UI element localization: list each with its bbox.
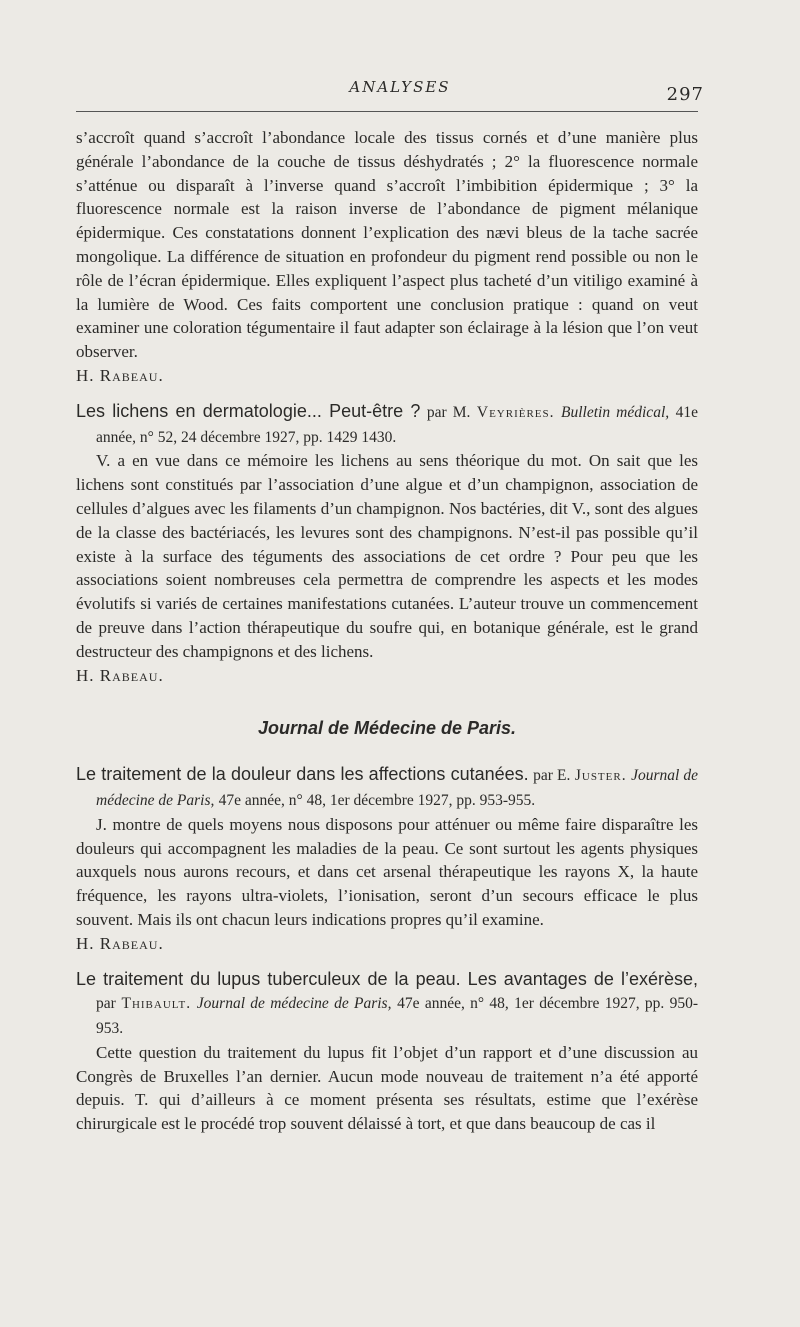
article-lichens-author: Veyrières. bbox=[476, 403, 555, 421]
article-lupus-by: par bbox=[96, 995, 116, 1013]
article-lichens-heading bbox=[76, 400, 698, 450]
article-lupus-details: 47e année, n° 48, 1er décembre 1927, pp. 950-953. bbox=[96, 995, 699, 1038]
article-douleur-by: par E. bbox=[533, 767, 571, 785]
article-douleur bbox=[76, 763, 698, 955]
article-lichens-signature: H. Rabeau. bbox=[76, 665, 164, 685]
page-content bbox=[76, 126, 698, 1136]
article-lichens-details: 41e année, n° 52, 24 décembre 1927, pp. 1429 1430. bbox=[96, 403, 698, 446]
article-lupus-body: Cette question du traitement du lupus fit l’objet d’un rapport et d’une discussion au Congrès de Bruxelles l’an dernier. Aucun mode nouveau de traitement n’a été apporté depuis. T. qui d’ailleurs à ce moment présenta ses résultats, estime que l’exérèse chirurgicale est le procédé trop souvent délaissé à tort, et que dans beaucoup de cas il bbox=[76, 1042, 698, 1134]
article-lichens-title: Les lichens en dermatologie... Peut-être ? bbox=[76, 400, 421, 421]
article-lupus-source: Journal de médecine de Paris, bbox=[196, 995, 392, 1013]
article-lupus-author: Thibault. bbox=[121, 995, 192, 1013]
article-lichens-body: V. a en vue dans ce mémoire les lichens au sens théorique du mot. On sait que les lichens sont constitués par l’association d’une algue et d’un champignon, association de cellules d’algues avec les filaments d’un champignon. Nos bactéries, dit V., sont des algues de la classe des bactériacés, les levures sont des champignons. N’est-il pas possible qu’il existe à la surface des téguments des associations de cet ordre ? Pour peu que les associations soient nombreuses cela permettra de comprendre les aspects et les modes évolutifs si variés de certaines manifestations cutanées. L’auteur trouve un commencement de preuve dans l’action thérapeutique du soufre qui, en botanique générale, est le grand destructeur des champignons et des lichens. bbox=[76, 451, 698, 661]
article-douleur-source: Journal de médecine de Paris, bbox=[96, 767, 698, 809]
article-douleur-title: Le traitement de la douleur dans les affections cutanées. bbox=[76, 764, 529, 785]
article-douleur-heading bbox=[76, 763, 698, 813]
article-lichens-source: Bulletin médical, bbox=[561, 403, 670, 421]
intro-signature: H. Rabeau. bbox=[76, 365, 164, 385]
page-number: 297 bbox=[666, 84, 704, 105]
article-douleur-details: 47e année, n° 48, 1er décembre 1927, pp. 953-955. bbox=[218, 791, 536, 809]
article-lupus-title: Le traitement du lupus tuberculeux de la peau. Les avantages de l’exérèse, bbox=[76, 968, 698, 989]
article-lupus bbox=[76, 968, 698, 1137]
header-rule bbox=[76, 111, 698, 112]
article-douleur-body: J. montre de quels moyens nous disposons pour atténuer ou même faire disparaître les douleurs qui accompagnent les maladies de la peau. Ce sont surtout les agents physiques auxquels nous aurons recours, et dans cet arsenal thérapeutique les rayons X, la haute fréquence, les rayons ultra-violets, l’ionisation, seront d’un secours efficace le plus souvent. Mais ils ont chacun leurs indications propres qu’il examine. bbox=[76, 814, 698, 929]
journal-heading: Journal de Médecine de Paris. bbox=[257, 718, 517, 739]
intro-paragraph: s’accroît quand s’accroît l’abondance locale des tissus cornés et d’une manière plus générale l’abondance de la couche de tissus déshydratés ; 2° la fluorescence normale s’atténue ou disparaît à l’inverse quand s’accroît l’imbibition épidermique ; 3° la fluorescence normale est la raison inverse de l’abondance de pigment mélanique épidermique. Ces constatations donnent l’explication des nævi bleus de la tache sacrée mongolique. La différence de situation en profondeur du pigment rend possible ou non le rôle de l’écran épidermique. Elles expliquent l’aspect plus tacheté d’un vitiligo examiné à la lumière de Wood. Ces faits comportent une conclusion pratique : quand on veut examiner une coloration tégumentaire il faut adapter son éclairage à la lésion que l’on veut observer. bbox=[76, 128, 698, 362]
article-lichens bbox=[76, 400, 698, 688]
article-douleur-author: Juster. bbox=[574, 767, 627, 785]
article-lichens-by: par M. bbox=[426, 403, 471, 421]
running-title: ANALYSES bbox=[349, 78, 451, 96]
article-lupus-heading bbox=[76, 968, 698, 1041]
article-douleur-signature: H. Rabeau. bbox=[76, 933, 164, 953]
